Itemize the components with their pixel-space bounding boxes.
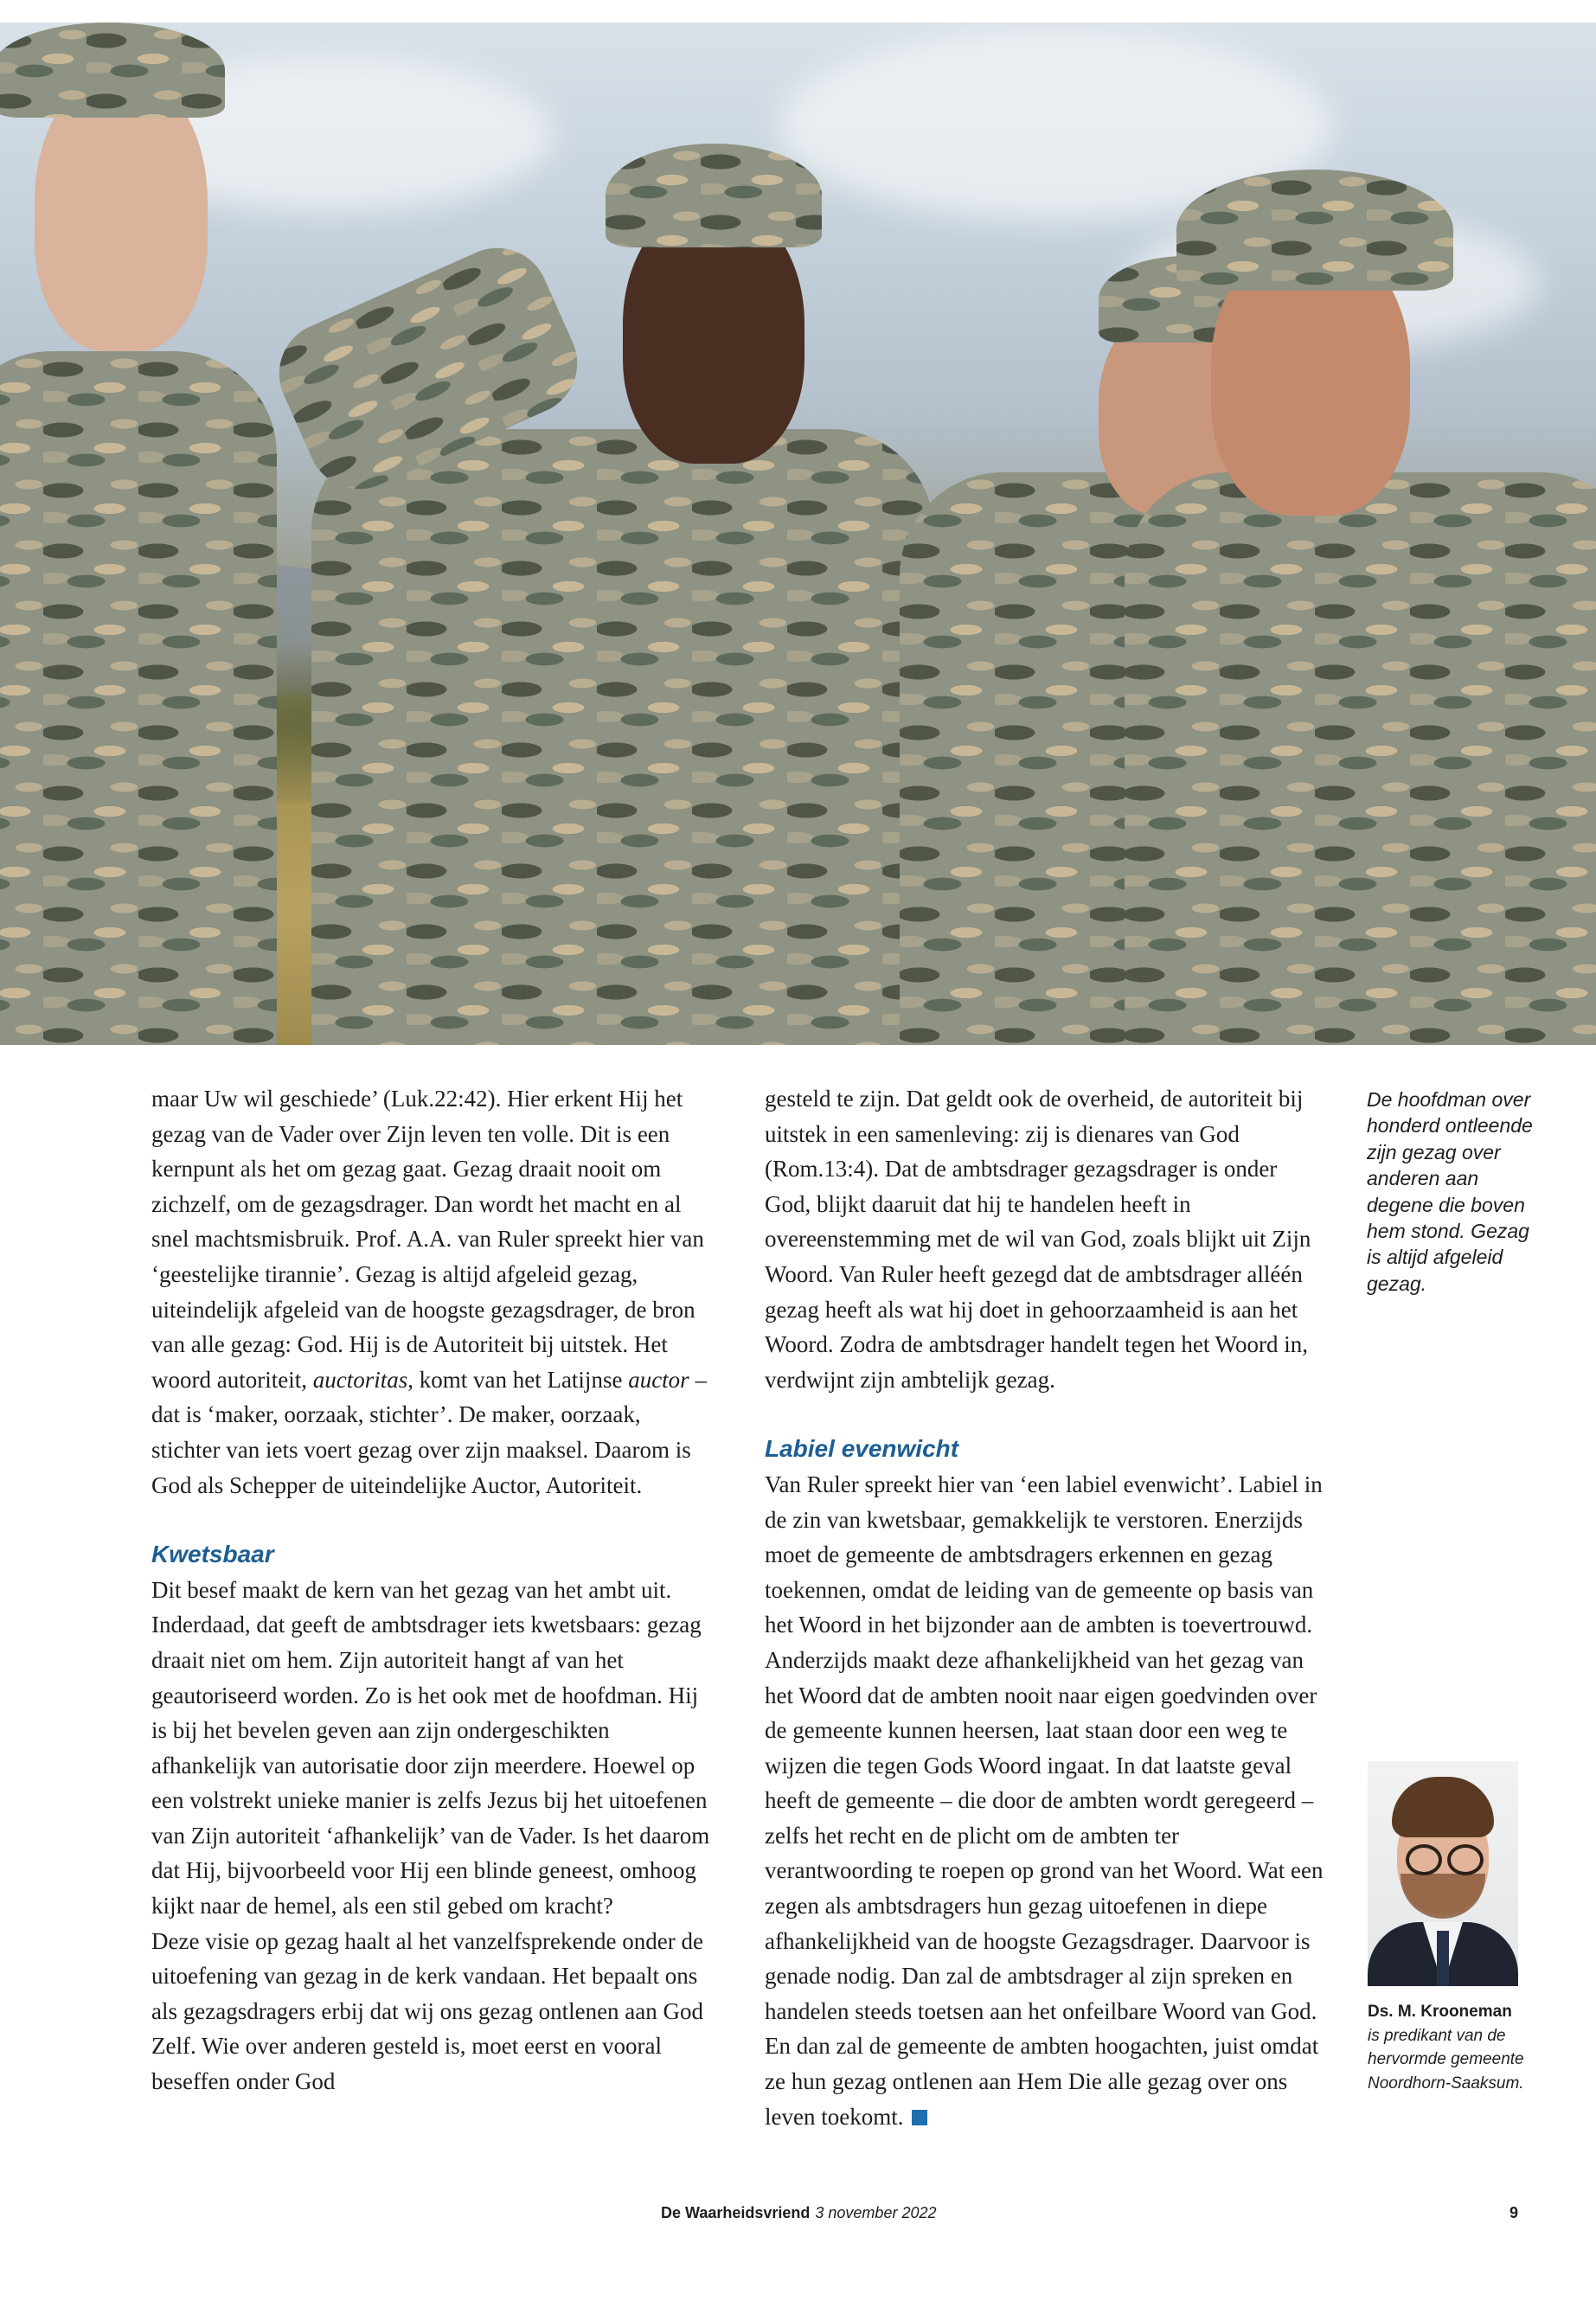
paragraph: Dit besef maakt de kern van het gezag van het ambt uit. Inderdaad, dat geeft de ambtsdrager iets kwetsbaars: gezag draait niet om hem. Zijn autoriteit hangt af van het geautoriseerd worden. Zo is het ook met de hoofdman. Hij is bij het bevelen geven aan zijn ondergeschikten afhankelijk van autorisatie door zijn meerdere. Hoewel op een volstrekt unieke manier is zelfs Jezus bij het uitoefenen van Zijn autoriteit ‘afhankelijk’ van de Vader. Is het daarom dat Hij, bijvoorbeeld voor Hij een blinde geneest, omhoog kijkt naar de hemel, als een stil gebed om kracht? bbox=[151, 1576, 710, 1920]
author-name: Ds. M. Krooneman bbox=[1368, 2003, 1512, 2021]
magazine-name: De Waarheidsvriend 3 november 2022 bbox=[661, 2204, 937, 2221]
author-photo bbox=[1368, 1761, 1518, 1986]
author-role: is predikant van de hervormde gemeente Noordhorn-Saaksum. bbox=[1368, 2026, 1524, 2093]
author-caption bbox=[1368, 2000, 1567, 2095]
paragraph: Van Ruler spreekt hier van ‘een labiel evenwicht’. Labiel in de zin van kwetsbaar, gemakkelijk te verstoren. Enerzijds moet de gemeente de ambtsdragers erkennen en gezag toekennen, omdat de leiding van de gemeente op basis van het Woord in het bijzonder aan de ambten is toevertrouwd. Anderzijds maakt deze afhankelijkheid van het gezag van het Woord dat de ambten nooit naar eigen goedvinden over de gemeente kunnen heersen, laat staan door een weg te wijzen die tegen Gods Woord ingaat. In dat laatste geval heeft de gemeente – die door de ambten wordt geregeerd – zelfs het recht en de plicht om de ambten ter verantwoording te roepen op grond van het Woord. Wat een zegen als ambtsdragers hun gezag uitoefenen in diepe afhankelijkheid van de hoogste Gezagsdrager. Daarvoor is genade nodig. Dan zal de ambtsdrager al zijn spreken en handelen steeds toetsen aan het onfeilbare Woord van God. En dan zal de gemeente de ambten hoogachten, juist omdat ze hun gezag ontlenen aan Hem Die alle gezag over ons leven toekomt. bbox=[765, 1471, 1324, 2130]
page-footer bbox=[0, 2204, 1596, 2230]
issue-date: 3 november 2022 bbox=[815, 2204, 937, 2221]
hero-photo bbox=[0, 22, 1596, 1045]
end-of-article-mark bbox=[912, 2110, 927, 2125]
paragraph: gesteld te zijn. Dat geldt ook de overheid, de autoriteit bij uitstek in een samenleving: zij is dienares van God (Rom.13:4). Dat de ambtsdrager gezagsdrager is onder God, blijkt daaruit dat hij te handelen heeft in overeenstemming met de wil van God, zoals blijkt uit Zijn Woord. Van Ruler heeft gezegd dat de ambtsdrager alléén gezag heeft als wat hij doet in gehoorzaamheid is aan het Woord. Zodra de ambtsdrager handelt tegen het Woord in, verdwijnt zijn ambtelijk gezag. bbox=[765, 1086, 1311, 1393]
page-number: 9 bbox=[1509, 2204, 1519, 2221]
pull-quote: De hoofdman over honderd ontleende zijn gezag over anderen aan degene die boven hem stond. Gezag is altijd afgeleid gezag. bbox=[1367, 1088, 1533, 1295]
article-column-1 bbox=[151, 1081, 714, 2099]
paragraph: Deze visie op gezag haalt al het vanzelfsprekende onder de uitoefening van gezag in de kerk vandaan. Het bepaalt ons als gezagsdragers erbij dat wij ons gezag ontlenen aan God Zelf. Wie over anderen gesteld is, moet eerst en vooral beseffen onder God bbox=[151, 1927, 704, 2095]
paragraph: maar Uw wil geschiede’ (Luk.22:42). Hier erkent Hij het gezag van de Vader over Zijn leven ten volle. Dit is een kernpunt als het om gezag gaat. Gezag draait nooit om zichzelf, om de gezagsdrager. Dan wordt het macht en al snel machtsmisbruik. Prof. A.A. van Ruler spreekt hier van ‘geestelijke tirannie’. Gezag is altijd afgeleid gezag, uiteindelijk afgeleid van de hoogste gezagsdrager, de bron van alle gezag: God. Hij is de Autoriteit bij uitstek. Het woord autoriteit, auctoritas, komt van het Latijnse auctor – dat is ‘maker, oorzaak, stichter’. De maker, oorzaak, stichter van iets voert gezag over zijn maaksel. Daarom is God als Schepper de uiteindelijke Auctor, Autoriteit. bbox=[151, 1086, 707, 1498]
subheading-kwetsbaar: Kwetsbaar bbox=[151, 1541, 274, 1568]
article-column-2 bbox=[765, 1081, 1329, 2134]
subheading-labiel-evenwicht: Labiel evenwicht bbox=[765, 1435, 959, 1463]
top-margin bbox=[0, 0, 1596, 22]
